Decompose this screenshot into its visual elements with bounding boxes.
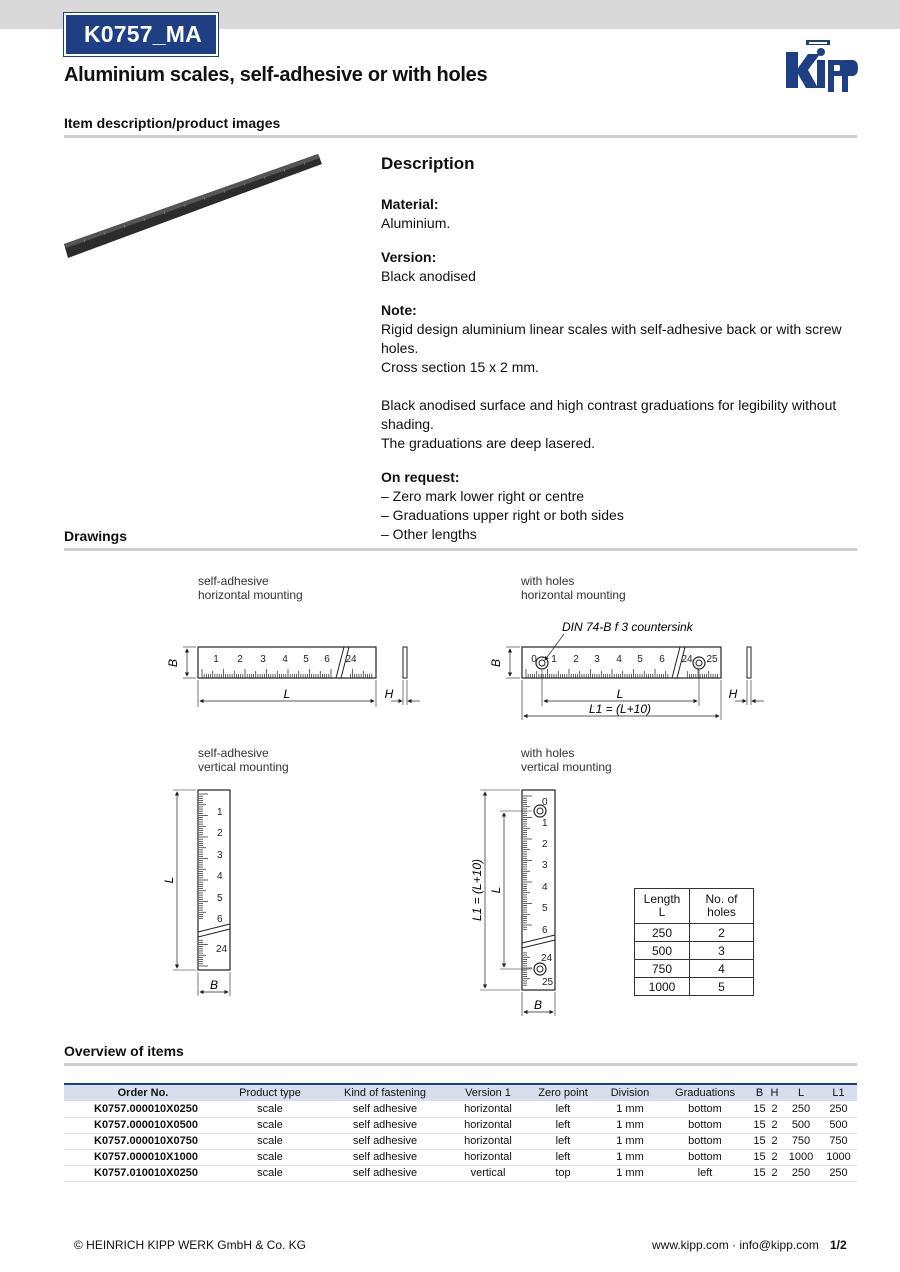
column-header: L bbox=[797, 1087, 805, 1099]
version-value: Black anodised bbox=[381, 268, 476, 284]
table-row: 500 3 bbox=[635, 942, 754, 960]
scale-number: 6 bbox=[542, 925, 548, 936]
scale-number: 24 bbox=[345, 654, 357, 665]
table-cell: 750 bbox=[820, 1133, 857, 1149]
table-cell: 15 bbox=[753, 1167, 766, 1179]
table-row bbox=[64, 1117, 857, 1133]
scale-number: 0 bbox=[531, 654, 537, 665]
table-cell: left bbox=[524, 1149, 602, 1165]
table-row bbox=[64, 1101, 857, 1117]
column-header: B bbox=[755, 1087, 764, 1099]
column-header: Kind of fastening bbox=[344, 1087, 426, 1099]
order-number-cell: K0757.000010X1000 bbox=[64, 1149, 222, 1165]
scale-number: 2 bbox=[542, 839, 548, 850]
drawing-title: vertical mounting bbox=[198, 760, 289, 774]
table-cell: 500 bbox=[820, 1117, 857, 1133]
scale-number: 5 bbox=[542, 903, 548, 914]
section-heading-overview: Overview of items bbox=[64, 1043, 184, 1059]
table-row: 250 2 bbox=[635, 924, 754, 942]
footer-copyright: © HEINRICH KIPP WERK GmbH & Co. KG bbox=[74, 1238, 306, 1252]
drawing-title: horizontal mounting bbox=[198, 588, 303, 602]
dimension-label: L1 = (L+10) bbox=[470, 858, 484, 922]
scale-number: 2 bbox=[217, 828, 223, 839]
column-header: Division bbox=[610, 1087, 650, 1099]
section-heading-images: Item description/product images bbox=[64, 115, 281, 131]
table-cell: 500 bbox=[782, 1117, 820, 1133]
scale-number: 5 bbox=[303, 654, 309, 665]
table-cell: 250 bbox=[820, 1101, 857, 1117]
material-value: Aluminium. bbox=[381, 215, 451, 231]
column-header: Zero point bbox=[538, 1087, 588, 1099]
holes-table-header: Length L bbox=[635, 889, 690, 924]
table-cell: vertical bbox=[452, 1165, 524, 1181]
table-cell: left bbox=[524, 1117, 602, 1133]
note-line: Rigid design aluminium linear scales with self-adhesive back or with screw holes. bbox=[381, 321, 842, 356]
table-cell: scale bbox=[222, 1165, 318, 1181]
dimension-label: L bbox=[489, 886, 503, 894]
table-cell: 2 bbox=[767, 1133, 782, 1149]
request-item: – Zero mark lower right or centre bbox=[381, 488, 585, 504]
table-cell: 1 mm bbox=[602, 1133, 658, 1149]
drawing-title: with holes bbox=[521, 574, 575, 588]
table-cell: 2 bbox=[767, 1101, 782, 1117]
drawing-title: vertical mounting bbox=[521, 760, 612, 774]
scale-number: 24 bbox=[681, 654, 693, 665]
scale-number: 6 bbox=[659, 654, 665, 665]
scale-number: 6 bbox=[217, 914, 223, 925]
table-row bbox=[64, 1133, 857, 1149]
column-header: Product type bbox=[239, 1087, 301, 1099]
table-cell: left bbox=[524, 1101, 602, 1117]
scale-number: 25 bbox=[706, 654, 718, 665]
product-code-badge: K0757_MA bbox=[64, 13, 218, 56]
on-request-label: On request: bbox=[381, 469, 460, 485]
scale-number: 4 bbox=[542, 882, 548, 893]
scale-number: 6 bbox=[324, 654, 330, 665]
table-cell: 750 bbox=[782, 1133, 820, 1149]
page-title: Aluminium scales, self-adhesive or with holes bbox=[64, 64, 488, 86]
table-cell: 15 bbox=[753, 1135, 766, 1147]
dimension-label: L bbox=[616, 687, 624, 701]
drawing-title: self-adhesive bbox=[198, 746, 269, 760]
table-cell: horizontal bbox=[452, 1133, 524, 1149]
scale-number: 1 bbox=[551, 654, 557, 665]
dimension-label: B bbox=[209, 978, 219, 992]
items-table-header-row bbox=[64, 1084, 857, 1101]
table-cell: top bbox=[524, 1165, 602, 1181]
table-cell: horizontal bbox=[452, 1149, 524, 1165]
note-line: The graduations are deep lasered. bbox=[381, 435, 596, 451]
scale-number: 2 bbox=[237, 654, 243, 665]
dimension-label: B bbox=[166, 658, 180, 668]
countersink-label: DIN 74-B f 3 countersink bbox=[562, 620, 693, 634]
table-row bbox=[64, 1149, 857, 1165]
table-cell: self adhesive bbox=[318, 1165, 452, 1181]
scale-number: 4 bbox=[616, 654, 622, 665]
table-cell: scale bbox=[222, 1149, 318, 1165]
note-line: Cross section 15 x 2 mm. bbox=[381, 359, 539, 375]
table-cell: 1 mm bbox=[602, 1165, 658, 1181]
drawing-title: with holes bbox=[521, 746, 575, 760]
table-cell: 15 bbox=[753, 1119, 766, 1131]
scale-number: 4 bbox=[217, 871, 223, 882]
footer-page-number: 1/2 bbox=[830, 1238, 847, 1252]
table-cell: 250 bbox=[820, 1165, 857, 1181]
dimension-label: L1 = (L+10) bbox=[588, 702, 652, 716]
column-header: L1 bbox=[832, 1087, 845, 1099]
table-cell: scale bbox=[222, 1133, 318, 1149]
table-cell: horizontal bbox=[452, 1117, 524, 1133]
table-cell: bottom bbox=[658, 1133, 752, 1149]
table-cell: 15 bbox=[752, 1101, 767, 1117]
dimension-label: B bbox=[489, 658, 503, 668]
table-cell: 1000 bbox=[782, 1149, 820, 1165]
footer-contact: www.kipp.com · info@kipp.com bbox=[652, 1238, 819, 1252]
table-cell: 1000 bbox=[820, 1149, 857, 1165]
svg-text:kipp: kipp bbox=[804, 83, 806, 84]
scale-number: 0 bbox=[542, 797, 548, 808]
table-cell: bottom bbox=[658, 1149, 752, 1165]
table-cell: horizontal bbox=[452, 1101, 524, 1117]
request-item: – Graduations upper right or both sides bbox=[381, 507, 624, 523]
scale-number: 2 bbox=[573, 654, 579, 665]
drawing-title: horizontal mounting bbox=[521, 588, 626, 602]
drawing-self-adhesive-vertical bbox=[162, 746, 289, 996]
section-heading-drawings: Drawings bbox=[64, 528, 128, 544]
table-cell: 250 bbox=[782, 1165, 820, 1181]
scale-number: 3 bbox=[594, 654, 600, 665]
scale-number: 25 bbox=[542, 977, 554, 988]
table-cell: 1 mm bbox=[602, 1101, 658, 1117]
column-header: Order No. bbox=[117, 1087, 169, 1099]
table-cell: bottom bbox=[658, 1117, 752, 1133]
drawing-self-adhesive-horizontal bbox=[166, 574, 420, 707]
dimension-label: L bbox=[283, 687, 291, 701]
table-cell: scale bbox=[222, 1101, 318, 1117]
table-cell: 2 bbox=[767, 1165, 782, 1181]
material-label: Material: bbox=[381, 196, 439, 212]
column-header: Version 1 bbox=[465, 1087, 511, 1099]
scale-number: 24 bbox=[216, 944, 228, 955]
drawing-with-holes-vertical bbox=[470, 746, 612, 1016]
table-row: 750 4 bbox=[635, 960, 754, 978]
table-cell: 1 mm bbox=[602, 1117, 658, 1133]
scale-number: 5 bbox=[217, 893, 223, 904]
order-number-cell: K0757.000010X0250 bbox=[64, 1101, 222, 1117]
table-row: 1000 5 bbox=[635, 978, 754, 996]
note-line: Black anodised surface and high contrast graduations for legibility without shading. bbox=[381, 397, 837, 432]
scale-number: 3 bbox=[260, 654, 266, 665]
holes-table-header: No. of holes bbox=[690, 889, 754, 924]
scale-number: 5 bbox=[637, 654, 643, 665]
scale-number: 3 bbox=[542, 860, 548, 871]
table-cell: self adhesive bbox=[318, 1149, 452, 1165]
column-header: Graduations bbox=[675, 1087, 735, 1099]
scale-number: 1 bbox=[213, 654, 219, 665]
table-cell: left bbox=[658, 1165, 752, 1181]
dimension-label: H bbox=[384, 687, 394, 701]
table-cell: 250 bbox=[782, 1101, 820, 1117]
scale-number: 24 bbox=[541, 953, 553, 964]
note-label: Note: bbox=[381, 302, 417, 318]
order-number-cell: K0757.010010X0250 bbox=[64, 1165, 222, 1181]
table-cell: self adhesive bbox=[318, 1117, 452, 1133]
table-cell: self adhesive bbox=[318, 1101, 452, 1117]
table-cell: left bbox=[524, 1133, 602, 1149]
scale-number: 4 bbox=[282, 654, 288, 665]
table-cell: 2 bbox=[767, 1149, 782, 1165]
table-cell: bottom bbox=[658, 1101, 752, 1117]
scale-number: 1 bbox=[217, 807, 223, 818]
description-heading: Description bbox=[381, 154, 475, 173]
scale-number: 1 bbox=[542, 818, 548, 829]
table-cell: self adhesive bbox=[318, 1133, 452, 1149]
request-item: – Other lengths bbox=[381, 526, 477, 542]
drawing-with-holes-horizontal bbox=[489, 574, 764, 720]
dimension-label: L bbox=[162, 876, 176, 884]
table-cell: 2 bbox=[767, 1117, 782, 1133]
scale-number: 3 bbox=[217, 850, 223, 861]
order-number-cell: K0757.000010X0750 bbox=[64, 1133, 222, 1149]
table-cell: scale bbox=[222, 1117, 318, 1133]
table-cell: 1 mm bbox=[602, 1149, 658, 1165]
table-row bbox=[64, 1165, 857, 1181]
column-header: H bbox=[770, 1087, 779, 1099]
table-cell: 15 bbox=[753, 1151, 766, 1163]
dimension-label: H bbox=[728, 687, 738, 701]
drawing-title: self-adhesive bbox=[198, 574, 269, 588]
section-divider bbox=[64, 1063, 857, 1066]
holes-table bbox=[634, 888, 754, 996]
items-table bbox=[64, 1083, 857, 1182]
dimension-label: B bbox=[533, 998, 543, 1012]
order-number-cell: K0757.000010X0500 bbox=[64, 1117, 222, 1133]
version-label: Version: bbox=[381, 249, 437, 265]
